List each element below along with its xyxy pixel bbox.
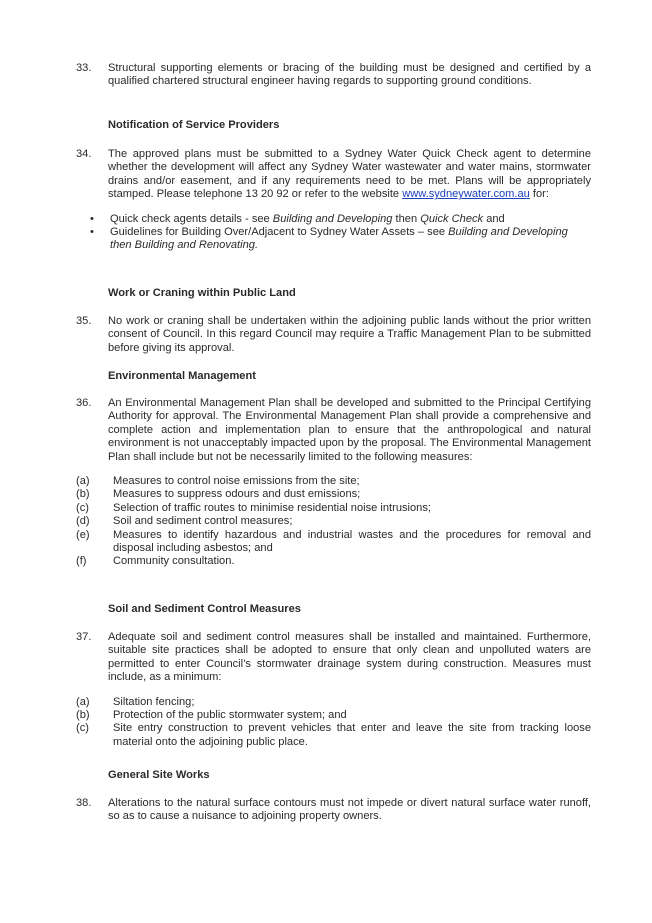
measures-list: [76, 696, 591, 750]
item-text: Protection of the public stormwater system; and: [113, 709, 347, 722]
condition-number: 35.: [76, 315, 92, 327]
section-heading-soil-sediment: Soil and Sediment Control Measures: [108, 603, 301, 615]
sydney-water-link[interactable]: www.sydneywater.com.au: [402, 188, 530, 201]
item-text: Soil and sediment control measures;: [113, 515, 293, 528]
bullet-text: Quick check agents details - see: [110, 212, 273, 225]
item-label: (b): [76, 709, 90, 722]
condition-text: Adequate soil and sediment control measures shall be installed and maintained. Furthermore, suitable site practices shall be adopted to ensure that only clean and unpolluted waters are permitted to enter Council’s stormwater drainage system during construction. Measures must include, as a minimum:: [108, 631, 591, 684]
list-item: [76, 528, 591, 556]
section-heading-notification: Notification of Service Providers: [108, 119, 280, 131]
item-text: Site entry construction to prevent vehicles that enter and leave the site from tracking loose material onto the adjoining public place.: [113, 722, 591, 748]
condition-number: 34.: [76, 148, 92, 160]
list-item: [76, 475, 591, 488]
list-item: [76, 488, 591, 501]
section-heading-environmental: Environmental Management: [108, 370, 256, 382]
bullet-text: Guidelines for Building Over/Adjacent to Sydney Water Assets – see: [110, 226, 449, 239]
condition-text: An Environmental Management Plan shall be developed and submitted to the Principal Certifying Authority for approval. The Environmental Management Plan shall provide a comprehensive and complete action and implementation plan to ensure that the anthropological and natural environment is not unacceptably impacted upon by the proposal. The Environmental Management Plan shall include but not be necessarily limited to the following measures:: [108, 397, 591, 463]
bullet-item: [110, 226, 591, 253]
condition-number: 33.: [76, 62, 92, 74]
bullet-text: then: [392, 212, 421, 225]
condition-number: 37.: [76, 631, 92, 643]
condition-text: No work or craning shall be undertaken within the adjoining public lands without the prior written consent of Council. In this regard Council may require a Traffic Management Plan to be submitted before giving its approval.: [108, 315, 591, 354]
condition-number: 36.: [76, 397, 92, 409]
condition-33: [76, 62, 591, 89]
bullet-emphasis: Building and Developing then Building and Renovating.: [110, 226, 568, 252]
bullet-emphasis: Building and Developing: [272, 212, 393, 225]
list-item: [76, 709, 591, 722]
condition-text: Alterations to the natural surface contours must not impede or divert natural surface water runoff, so as to cause a nuisance to adjoining property owners.: [108, 797, 591, 823]
measures-list: [76, 475, 591, 569]
condition-text: Structural supporting elements or bracing of the building must be designed and certified by a qualified chartered structural engineer having regards to supporting ground conditions.: [108, 62, 591, 88]
item-text: Community consultation.: [113, 555, 235, 568]
item-text: Measures to suppress odours and dust emissions;: [113, 488, 361, 501]
bullet-list: [76, 213, 591, 253]
list-item: [76, 722, 591, 749]
item-text: Siltation fencing;: [113, 695, 195, 708]
item-label: (f): [76, 555, 87, 568]
item-label: (a): [76, 475, 90, 488]
condition-text: [108, 148, 591, 202]
list-item: [76, 555, 591, 568]
condition-36: [76, 397, 591, 569]
list-item: [76, 501, 591, 515]
condition-37: [76, 631, 591, 749]
item-label: (c): [76, 501, 89, 514]
condition-number: 38.: [76, 797, 92, 809]
item-label: (d): [76, 515, 90, 528]
bullet-text: and: [483, 212, 505, 225]
condition-38: [76, 797, 591, 824]
condition-34: [76, 148, 591, 253]
section-heading-general-site-works: General Site Works: [108, 769, 210, 781]
condition-text-part: for:: [529, 188, 549, 201]
item-label: (e): [76, 528, 90, 541]
list-item: [76, 695, 591, 709]
bullet-emphasis: Quick Check: [420, 212, 484, 225]
condition-35: [76, 315, 591, 355]
item-label: (b): [76, 488, 90, 501]
list-item: [76, 515, 591, 528]
bullet-item: [110, 213, 591, 226]
condition-text-part: The approved plans must be submitted to a Sydney Water Quick Check agent to determine whether the development will affect any Sydney Water wastewater and water mains, stormwater drains and/or easement, and if any requirements need to be met. Plans will be appropriately stamped. Please telephone 13 20 92 or refer to the website: [108, 148, 591, 201]
section-heading-work-craning: Work or Craning within Public Land: [108, 287, 296, 299]
item-text: Measures to control noise emissions from the site;: [113, 475, 360, 488]
item-text: Selection of traffic routes to minimise residential noise intrusions;: [113, 501, 431, 514]
item-label: (a): [76, 695, 90, 708]
item-text: Measures to identify hazardous and industrial wastes and the procedures for removal and disposal including asbestos; and: [113, 528, 591, 555]
item-label: (c): [76, 722, 89, 735]
